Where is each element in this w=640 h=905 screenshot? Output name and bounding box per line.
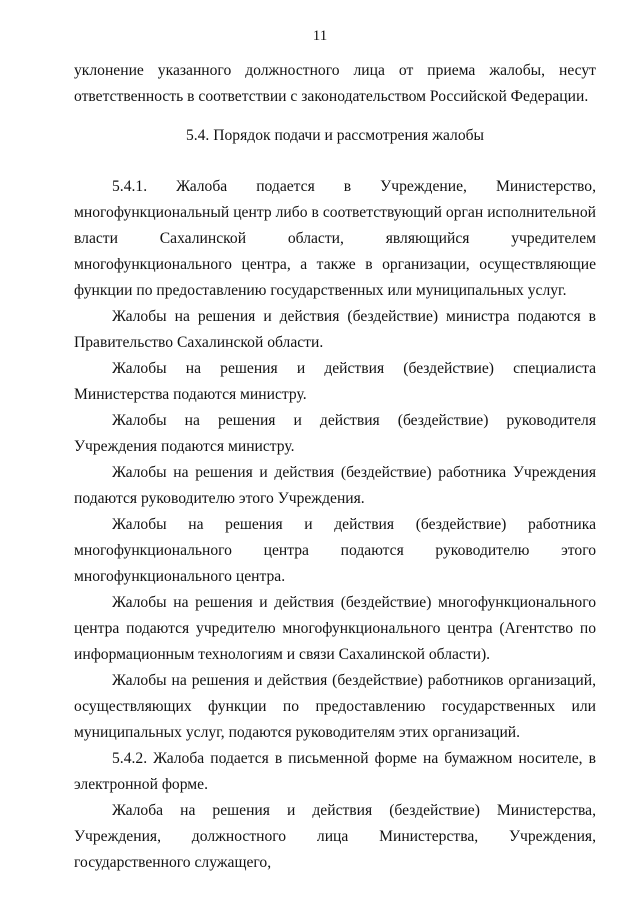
paragraph-employee-complaints: Жалобы на решения и действия (бездействие) работника Учреждения подаются руководителю этого Учреждения.	[74, 464, 596, 507]
paragraph-5-4-1: 5.4.1. Жалоба подается в Учреждение, Министерство, многофункциональный центр либо в соответствующий орган исполнительной власти Сахалинской области, являющийся учредителем многофункционального центра, а также в организации, осуществляющие функции по предоставлению государственных или муниципальных услуг.	[74, 178, 596, 299]
paragraph-mfc-complaints: Жалобы на решения и действия (бездействие) многофункционального центра подаются учредителю многофункционального центра (Агентство по информационным технологиям и связи Сахалинской области).	[74, 594, 596, 663]
section-heading: 5.4. Порядок подачи и рассмотрения жалобы	[185, 127, 485, 144]
document-body	[74, 58, 596, 876]
page-number: 11	[312, 28, 328, 44]
paragraph-5-4-2: 5.4.2. Жалоба подается в письменной форме на бумажном носителе, в электронной форме.	[74, 750, 596, 793]
paragraph-head-complaints: Жалобы на решения и действия (бездействие) руководителя Учреждения подаются министру.	[74, 412, 596, 455]
paragraph-ministry-complaints: Жалоба на решения и действия (бездействие) Министерства, Учреждения, должностного лица Министерства, Учреждения, государственного служащего,	[74, 802, 596, 871]
paragraph-specialist-complaints: Жалобы на решения и действия (бездействие) специалиста Министерства подаются министру.	[74, 360, 596, 403]
paragraph-organization-complaints: Жалобы на решения и действия (бездействие) работников организаций, осуществляющих функции по предоставлению государственных или муниципальных услуг, подаются руководителям этих организаций.	[74, 672, 596, 741]
paragraph-mfc-employee-complaints: Жалобы на решения и действия (бездействие) работника многофункционального центра подаются руководителю этого многофункционального центра.	[74, 516, 596, 585]
paragraph-minister-complaints: Жалобы на решения и действия (бездействие) министра подаются в Правительство Сахалинской области.	[74, 308, 596, 351]
intro-paragraph: уклонение указанного должностного лица от приема жалобы, несут ответственность в соответствии с законодательством Российской Федерации.	[74, 62, 596, 105]
